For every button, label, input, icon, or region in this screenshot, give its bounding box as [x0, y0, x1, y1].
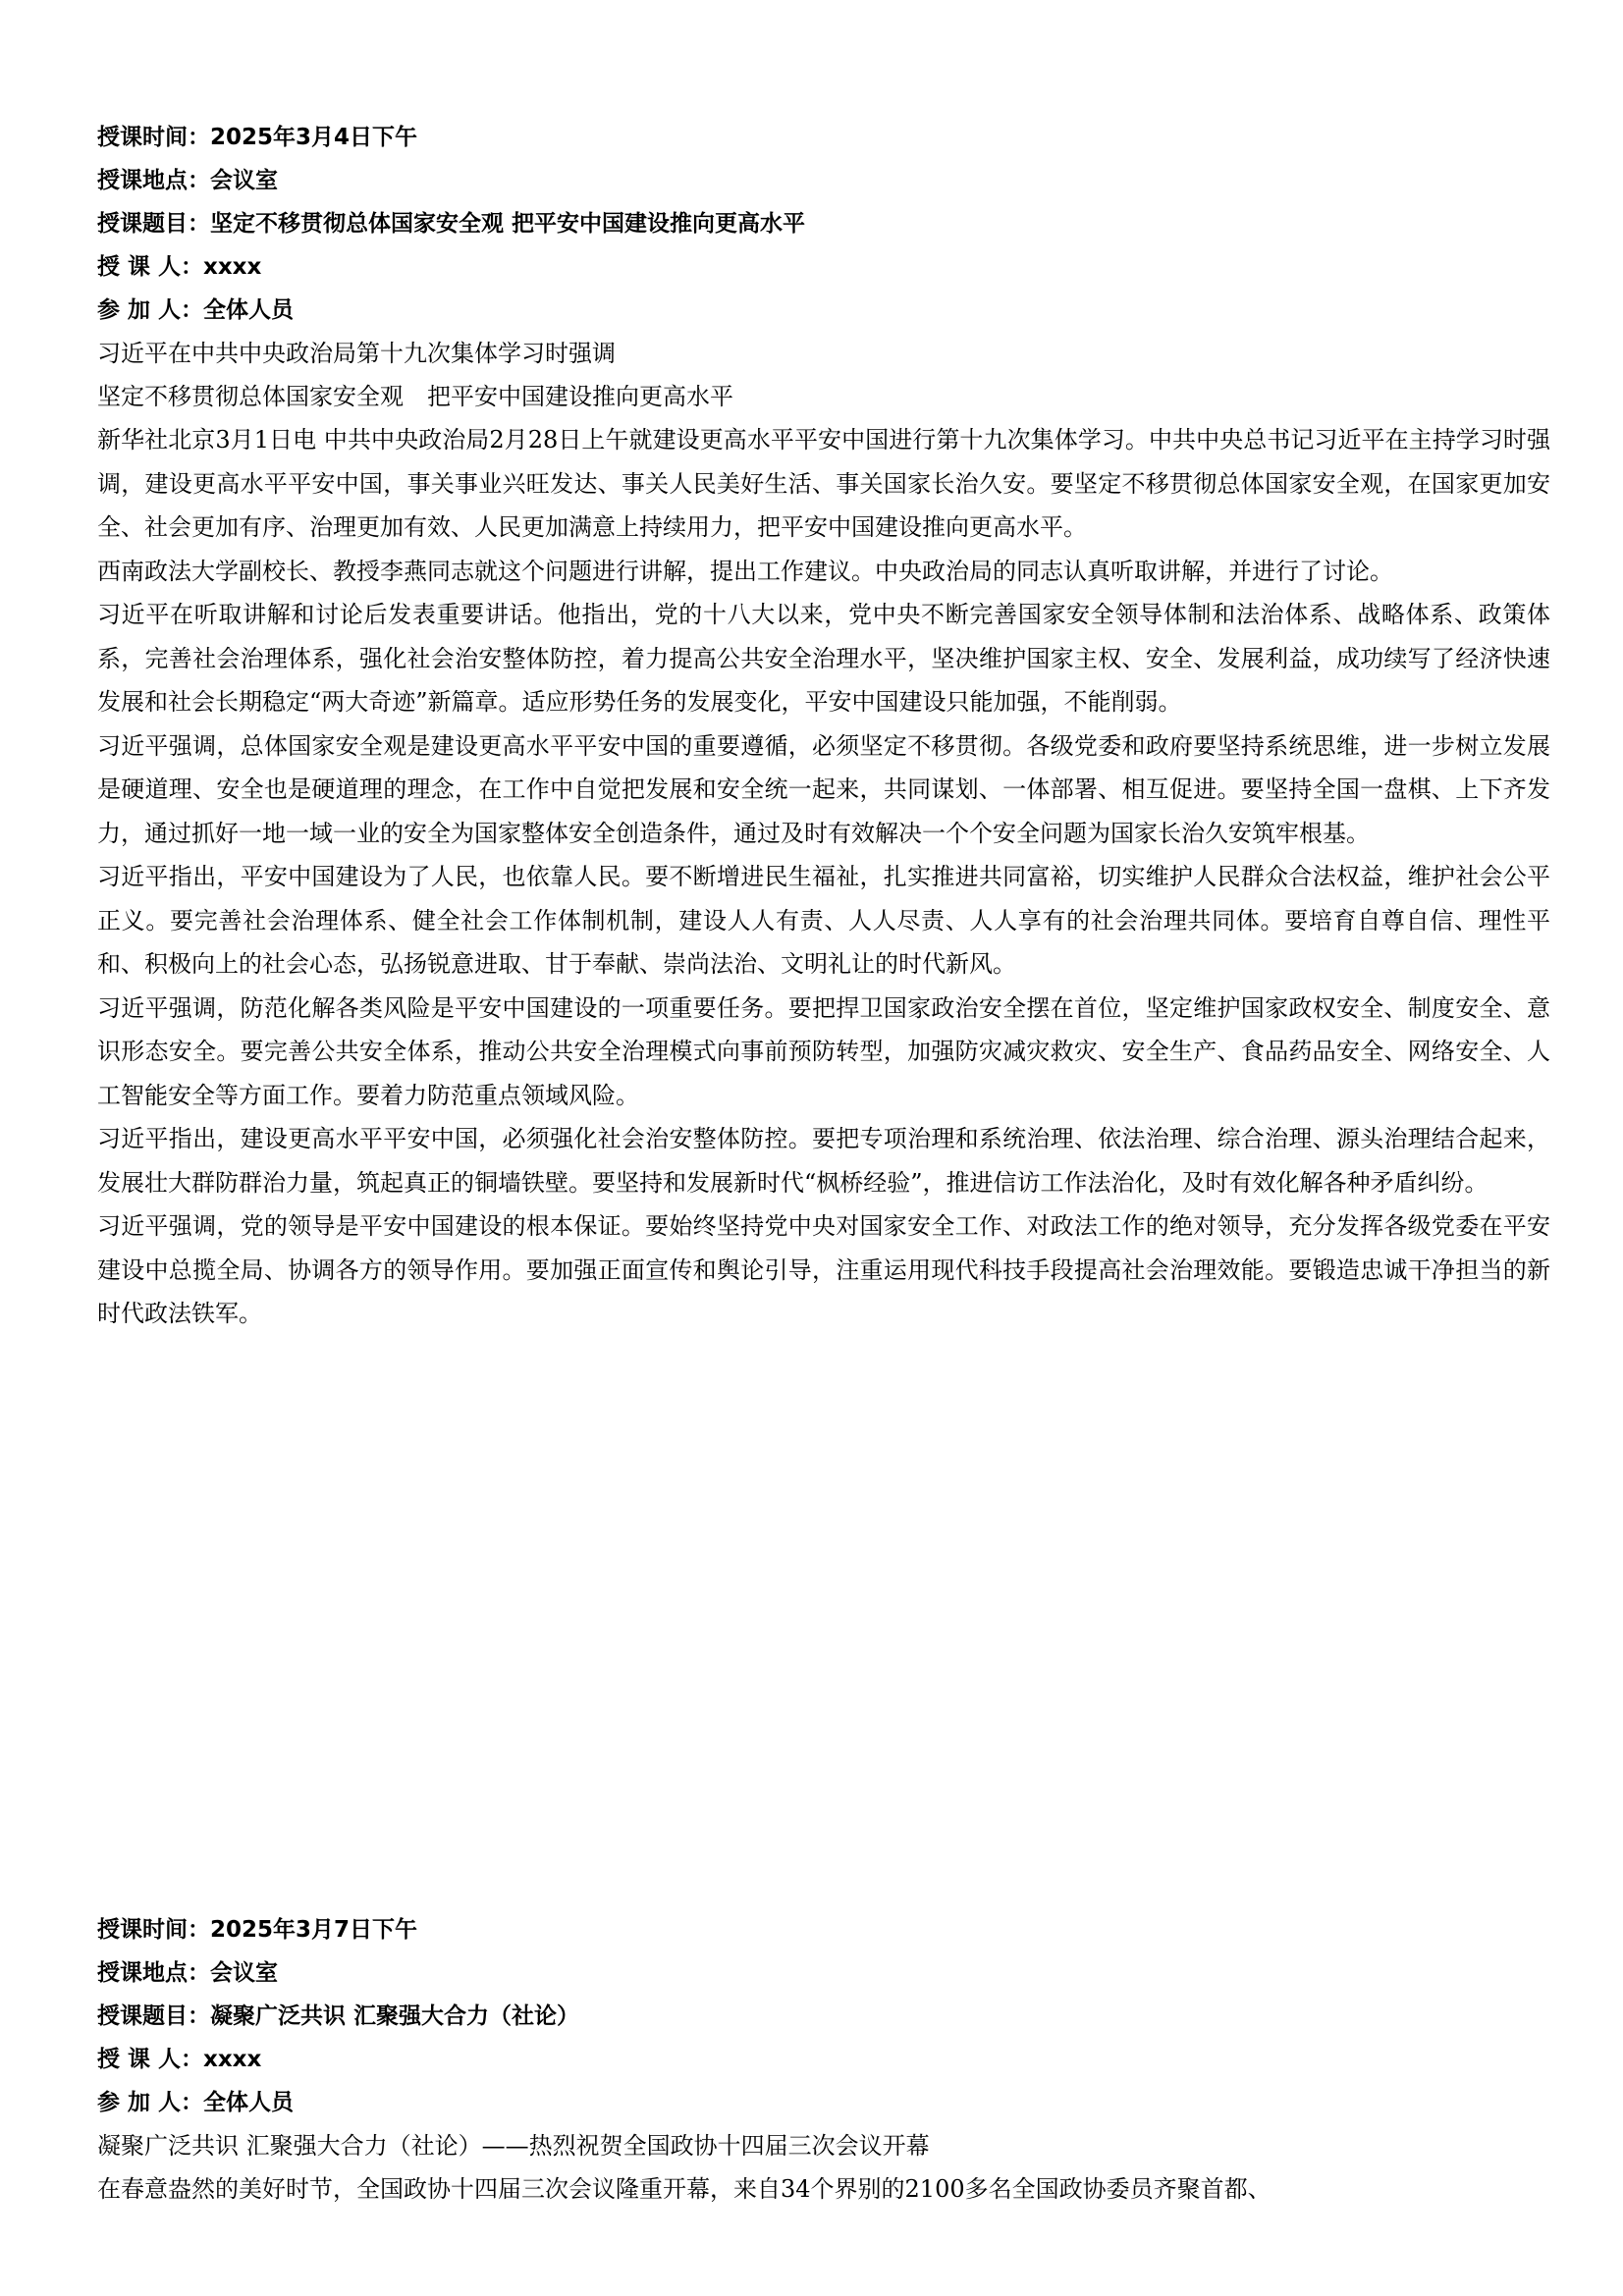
article-paragraph: 习近平指出，建设更高水平平安中国，必须强化社会治安整体防控。要把专项治理和系统治理、依法治理、综合治理、源头治理结合起来，发展壮大群防群治力量，筑起真正的铜墙铁壁。要坚持和发展新时代“枫桥经验”，推进信访工作法治化，及时有效化解各种矛盾纠纷。: [97, 1125, 1550, 1197]
article-paragraph: 新华社北京3月1日电 中共中央政治局2月28日上午就建设更高水平平安中国进行第十九次集体学习。中共中央总书记习近平在主持学习时强调，建设更高水平平安中国，事关事业兴旺发达、事关人民美好生活、事关国家长治久安。要坚定不移贯彻总体国家安全观，在国家更加安全、社会更加有序、治理更加有效、人民更加满意上持续用力，把平安中国建设推向更高水平。: [97, 426, 1550, 541]
lesson-location: 授课地点：会议室: [97, 168, 278, 193]
lesson-participants: 参 加 人：全体人员: [97, 2090, 295, 2115]
lesson-participants: 参 加 人：全体人员: [97, 297, 295, 323]
article-paragraph: 西南政法大学副校长、教授李燕同志就这个问题进行讲解，提出工作建议。中央政治局的同志认真听取讲解，并进行了讨论。: [97, 557, 1393, 585]
article-paragraph: 习近平强调，总体国家安全观是建设更高水平平安中国的重要遵循，必须坚定不移贯彻。各级党委和政府要坚持系统思维，进一步树立发展是硬道理、安全也是硬道理的理念，在工作中自觉把发展和安全统一起来，共同谋划、一体部署、相互促进。要坚持全国一盘棋、上下齐发力，通过抓好一地一域一业的安全为国家整体安全创造条件，通过及时有效解决一个个安全问题为国家长治久安筑牢根基。: [97, 731, 1550, 847]
article-paragraph: 习近平强调，党的领导是平安中国建设的根本保证。要始终坚持党中央对国家安全工作、对政法工作的绝对领导，充分发挥各级党委在平安建设中总揽全局、协调各方的领导作用。要加强正面宣传和舆论引导，注重运用现代科技手段提高社会治理效能。要锻造忠诚干净担当的新时代政法铁军。: [97, 1212, 1550, 1327]
article-paragraph: 习近平强调，防范化解各类风险是平安中国建设的一项重要任务。要把捍卫国家政治安全摆在首位，坚定维护国家政权安全、制度安全、意识形态安全。要完善公共安全体系，推动公共安全治理模式向事前预防转型，加强防灾减灾救灾、安全生产、食品药品安全、网络安全、人工智能安全等方面工作。要着力防范重点领域风险。: [97, 993, 1550, 1109]
article-headline: 习近平在中共中央政治局第十九次集体学习时强调: [97, 340, 616, 367]
lesson-topic: 授课题目：凝聚广泛共识 汇聚强大合力（社论）: [97, 2003, 580, 2029]
lesson-record-2: [97, 1908, 1550, 2211]
lesson-topic: 授课题目：坚定不移贯彻总体国家安全观 把平安中国建设推向更高水平: [97, 211, 806, 237]
lesson-time: 授课时间：2025年3月4日下午: [97, 125, 418, 150]
lesson-lecturer: 授 课 人：xxxx: [97, 2047, 262, 2072]
lesson-lecturer: 授 课 人：xxxx: [97, 254, 262, 280]
article-headline: 凝聚广泛共识 汇聚强大合力（社论）——热烈祝贺全国政协十四届三次会议开幕: [97, 2132, 930, 2160]
lesson-location: 授课地点：会议室: [97, 1960, 278, 1986]
article-subheadline: 坚定不移贯彻总体国家安全观 把平安中国建设推向更高水平: [97, 383, 733, 410]
lesson-record-1: [97, 116, 1550, 1336]
article-paragraph: 习近平在听取讲解和讨论后发表重要讲话。他指出，党的十八大以来，党中央不断完善国家安全领导体制和法治体系、战略体系、政策体系，完善社会治理体系，强化社会治安整体防控，着力提高公共安全治理水平，坚决维护国家主权、安全、发展利益，成功续写了经济快速发展和社会长期稳定“两大奇迹”新篇章。适应形势任务的发展变化，平安中国建设只能加强，不能削弱。: [97, 601, 1550, 716]
lesson-time: 授课时间：2025年3月7日下午: [97, 1917, 418, 1943]
article-paragraph: 习近平指出，平安中国建设为了人民，也依靠人民。要不断增进民生福祉，扎实推进共同富裕，切实维护人民群众合法权益，维护社会公平正义。要完善社会治理体系、健全社会工作体制机制，建设人人有责、人人尽责、人人享有的社会治理共同体。要培育自尊自信、理性平和、积极向上的社会心态，弘扬锐意进取、甘于奉献、崇尚法治、文明礼让的时代新风。: [97, 863, 1550, 978]
article-paragraph: 在春意盎然的美好时节，全国政协十四届三次会议隆重开幕，来自34个界别的2100多名全国政协委员齐聚首都、: [97, 2175, 1271, 2203]
